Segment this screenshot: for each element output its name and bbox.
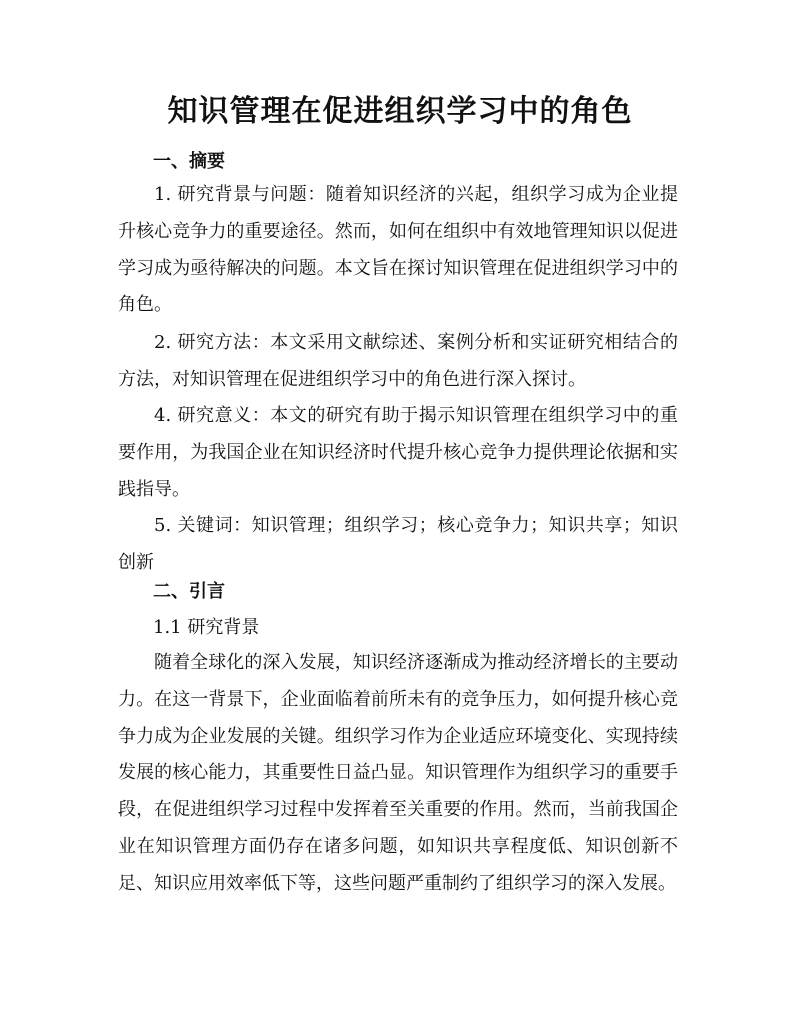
- section-heading-abstract: 一、摘要: [153, 151, 225, 172]
- background-paragraph: 随着全球化的深入发展，知识经济逐渐成为推动经济增长的主要动力。在这一背景下，企业面临着前所未有的竞争压力，如何提升核心竞争力成为企业发展的关键。组织学习作为企业适应环境变化、实现持续发展的核心能力，其重要性日益凸显。知识管理作为组织学习的重要手段，在促进组织学习过程中发挥着至关重要的作用。然而，当前我国企业在知识管理方面仍存在诸多问题，如知识共享程度低、知识创新不足、知识应用效率低下等，这些问题严重制约了组织学习的深入发展。: [118, 652, 678, 894]
- abstract-item-background: 1. 研究背景与问题：随着知识经济的兴起，组织学习成为企业提升核心竞争力的重要途径。然而，如何在组织中有效地管理知识以促进学习成为亟待解决的问题。本文旨在探讨知识管理在促进组织学习中的角色。: [118, 184, 678, 316]
- subsection-heading-research-background: 1.1 研究背景: [153, 617, 260, 638]
- abstract-item-method: 2. 研究方法：本文采用文献综述、案例分析和实证研究相结合的方法，对知识管理在促进组织学习中的角色进行深入探讨。: [118, 332, 678, 390]
- document-title: 知识管理在促进组织学习中的角色: [167, 94, 633, 129]
- abstract-item-keywords: 5. 关键词：知识管理；组织学习；核心竞争力；知识共享；知识创新: [118, 515, 678, 573]
- section-heading-introduction: 二、引言: [153, 581, 225, 602]
- abstract-item-significance: 4. 研究意义：本文的研究有助于揭示知识管理在组织学习中的重要作用，为我国企业在知识经济时代提升核心竞争力提供理论依据和实践指导。: [118, 405, 678, 500]
